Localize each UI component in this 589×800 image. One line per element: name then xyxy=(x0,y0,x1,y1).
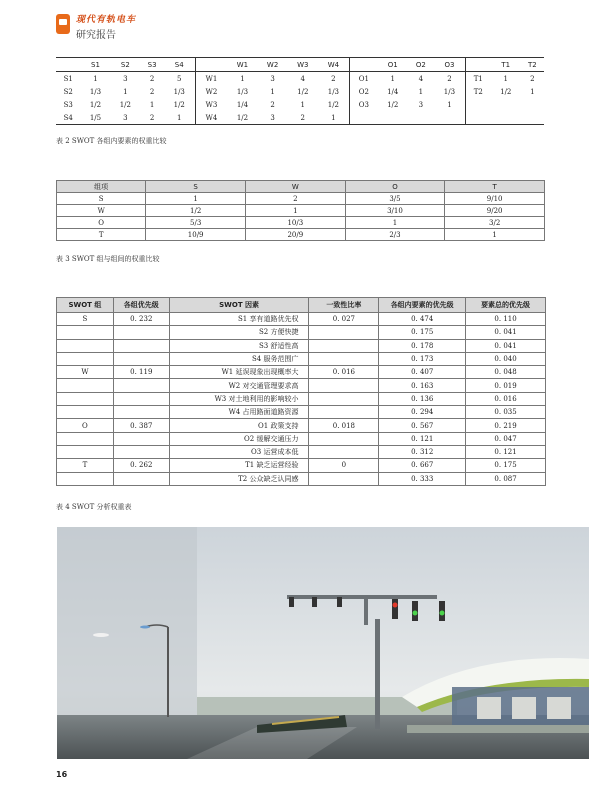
table-cell: T2 公众缺乏认同感 xyxy=(169,472,309,485)
table-cell: 9/10 xyxy=(445,193,545,205)
table-cell-empty xyxy=(521,111,544,125)
table-cell: 1/2 xyxy=(297,87,309,96)
table-header-cell: 一致性比率 xyxy=(309,298,379,313)
table-row-label: S3 xyxy=(63,100,73,109)
table-cell xyxy=(113,352,169,365)
table-cell: 1 xyxy=(331,113,336,122)
table-cell: 2/3 xyxy=(345,229,445,241)
table-header-cell: W xyxy=(245,181,345,193)
table-row xyxy=(57,379,546,392)
table-cell: 1/2 xyxy=(500,87,512,96)
table-cell: 3 xyxy=(270,113,275,122)
table-header-cell: O3 xyxy=(434,58,465,72)
table-cell xyxy=(57,406,114,419)
table-cell xyxy=(113,472,169,485)
table-cell-empty xyxy=(521,98,544,111)
table-header-cell: S1 xyxy=(81,58,111,72)
table-cell: 10/3 xyxy=(245,217,345,229)
table-cell: 0. 019 xyxy=(466,379,546,392)
table-cell: 2 xyxy=(530,74,535,83)
table-cell xyxy=(113,339,169,352)
table-cell xyxy=(57,392,114,405)
table-cell xyxy=(309,392,379,405)
table-cell: 1/4 xyxy=(236,100,249,109)
table-cell: 1/3 xyxy=(443,87,456,96)
table-cell: 0. 121 xyxy=(466,445,546,458)
table-cell: 3 xyxy=(123,113,128,122)
table-cell: 2 xyxy=(149,74,155,83)
table-cell: 1/3 xyxy=(173,87,185,96)
table-cell xyxy=(57,352,114,365)
table-cell xyxy=(309,339,379,352)
table-cell-empty xyxy=(349,111,377,125)
table-group-weights xyxy=(56,57,544,125)
table-row xyxy=(57,193,545,205)
table-row xyxy=(57,352,546,365)
table-cell: W3 对土地利用的影响较小 xyxy=(169,392,309,405)
table-cell: 1 xyxy=(530,87,535,96)
table-row-label: T2 xyxy=(465,85,491,98)
table-header-cell: 要素总的优先级 xyxy=(466,298,546,313)
table-cell: 0. 219 xyxy=(466,419,546,432)
table-cell: O1 政策支持 xyxy=(169,419,309,432)
table-cell: W xyxy=(57,205,146,217)
table-cell: 4 xyxy=(300,74,306,83)
table-cell: 1/2 xyxy=(236,113,249,122)
section-title: 研究报告 xyxy=(76,30,116,41)
table-cell: 1 xyxy=(418,87,424,96)
table-cell: 0. 163 xyxy=(379,379,466,392)
table-cell: 1/4 xyxy=(387,87,399,96)
table-row xyxy=(57,326,546,339)
table-header-cell xyxy=(465,58,491,72)
table-cell: 0. 667 xyxy=(379,459,466,472)
table-header-cell: 各组内要素的优先级 xyxy=(379,298,466,313)
table-header-cell: SWOT 组 xyxy=(57,298,114,313)
table-header-cell: O1 xyxy=(378,58,408,72)
table-cell: 0. 016 xyxy=(466,392,546,405)
table-cell: 0. 041 xyxy=(466,339,546,352)
table-cell: O xyxy=(57,217,146,229)
table-cell: 0. 333 xyxy=(379,472,466,485)
table-cell xyxy=(113,432,169,445)
table-row xyxy=(57,313,546,326)
table-cell: 10/9 xyxy=(146,229,246,241)
tram-station-photo xyxy=(57,527,589,759)
table-row xyxy=(57,392,546,405)
table-cell: O xyxy=(57,419,114,432)
table-cell xyxy=(57,339,114,352)
table-cell xyxy=(113,406,169,419)
table-row-label: W2 xyxy=(195,85,227,98)
table-cell: 0. 040 xyxy=(466,352,546,365)
table-cell: 1 xyxy=(146,193,246,205)
page-header xyxy=(56,10,536,44)
table-cell-empty xyxy=(378,111,408,125)
table-cell: 0. 232 xyxy=(113,313,169,326)
table-cell: 5 xyxy=(177,74,182,83)
table-cell: 1/3 xyxy=(327,87,339,96)
table-cell: 0. 173 xyxy=(379,352,466,365)
table-cell xyxy=(309,406,379,419)
table-cell: O2 缓解交通压力 xyxy=(169,432,309,445)
table-cell: W xyxy=(57,366,114,379)
table-header-cell: O xyxy=(345,181,445,193)
table-cell: 3/2 xyxy=(445,217,545,229)
table4-caption: 表 4 SWOT 分析权重表 xyxy=(56,503,132,511)
table-row-label: S1 xyxy=(63,74,73,83)
table-cell: 2 xyxy=(149,113,155,122)
tram-logo-icon xyxy=(56,14,70,34)
table-header-cell xyxy=(195,58,227,72)
table-cell: 1 xyxy=(345,217,445,229)
table-cell: 0 xyxy=(309,459,379,472)
table-cell: 0. 119 xyxy=(113,366,169,379)
table-cell: 1 xyxy=(93,74,98,83)
table-row xyxy=(57,366,546,379)
table-cell: 1/2 xyxy=(119,100,131,109)
table-row-label: O1 xyxy=(349,72,377,86)
table-cell: 0. 041 xyxy=(466,326,546,339)
table-cell: W4 占用路面道路资源 xyxy=(169,406,309,419)
table-header-cell xyxy=(56,58,81,72)
table-row-label: O3 xyxy=(349,98,377,111)
table-cell-empty xyxy=(491,111,521,125)
table-cell: 1 xyxy=(149,100,155,109)
table-cell: 2 xyxy=(300,113,306,122)
table-cell: 1/3 xyxy=(236,87,249,96)
table-row xyxy=(57,205,545,217)
table-header-cell xyxy=(349,58,377,72)
table-cell: 3 xyxy=(270,74,275,83)
table-cell: S3 舒适性高 xyxy=(169,339,309,352)
table-row-label: W3 xyxy=(195,98,227,111)
table-cell xyxy=(113,379,169,392)
table-cell-empty xyxy=(434,111,465,125)
table-header-cell: 各组优先级 xyxy=(113,298,169,313)
table-cell: 0. 048 xyxy=(466,366,546,379)
table-cell: 0. 312 xyxy=(379,445,466,458)
table-row-label: W4 xyxy=(195,111,227,125)
table-cell: 1/5 xyxy=(89,113,102,122)
table-cell: 1 xyxy=(123,87,128,96)
table-cell: 3/5 xyxy=(345,193,445,205)
page-number: 16 xyxy=(56,770,68,779)
table-cell: 0. 087 xyxy=(466,472,546,485)
table-cell: 2 xyxy=(245,193,345,205)
table-cell: 1 xyxy=(390,74,395,83)
table-cell: W1 延误现象出现概率大 xyxy=(169,366,309,379)
table-cell: 20/9 xyxy=(245,229,345,241)
table-cell-empty xyxy=(491,98,521,111)
table-row xyxy=(56,72,544,86)
table-cell-empty xyxy=(465,111,491,125)
table-cell: 1/2 xyxy=(327,100,339,109)
table-row xyxy=(56,85,544,98)
table-row xyxy=(57,406,546,419)
table-cell: 1/2 xyxy=(89,100,102,109)
table-header-cell: O2 xyxy=(408,58,434,72)
table-cell: 0. 027 xyxy=(309,313,379,326)
table-cell: S4 服务范围广 xyxy=(169,352,309,365)
table-row xyxy=(57,459,546,472)
table-header-cell: W2 xyxy=(258,58,288,72)
table-header-cell: T2 xyxy=(521,58,544,72)
table-cell: 0. 047 xyxy=(466,432,546,445)
table2-caption: 表 2 SWOT 各组内要素的权重比较 xyxy=(56,137,167,145)
table-cell xyxy=(309,326,379,339)
table-cell: 1 xyxy=(300,100,306,109)
table-row-label: S2 xyxy=(63,87,73,96)
table-cell: 0. 136 xyxy=(379,392,466,405)
table-cell: T1 缺乏运营经验 xyxy=(169,459,309,472)
table-header-cell: SWOT 因素 xyxy=(169,298,309,313)
table-header-cell: 组项 xyxy=(57,181,146,193)
table-cell: 1/3 xyxy=(89,87,102,96)
table-cell: T xyxy=(57,459,114,472)
table-cell-empty xyxy=(465,98,491,111)
table-cell: 4 xyxy=(418,74,424,83)
table-cell: 3 xyxy=(418,100,424,109)
table-row xyxy=(57,217,545,229)
table-cell: S2 方便快捷 xyxy=(169,326,309,339)
table-cell: 3 xyxy=(123,74,128,83)
table-cell: 0. 175 xyxy=(466,459,546,472)
table-row-label: T1 xyxy=(465,72,491,86)
table-row xyxy=(57,472,546,485)
table-cell xyxy=(57,379,114,392)
table-cell xyxy=(309,445,379,458)
table-row xyxy=(57,339,546,352)
table-row-label: O2 xyxy=(349,85,377,98)
table-cell xyxy=(57,326,114,339)
table-cell: 5/3 xyxy=(146,217,246,229)
table-cell: 0. 016 xyxy=(309,366,379,379)
table-row xyxy=(57,229,545,241)
table-cell xyxy=(309,379,379,392)
table-cell: 2 xyxy=(149,87,155,96)
table-cell: 0. 474 xyxy=(379,313,466,326)
table-cell: 1/2 xyxy=(173,100,185,109)
table-cell xyxy=(113,445,169,458)
table-cell: 1 xyxy=(245,205,345,217)
table-cell: 2 xyxy=(331,74,336,83)
table-cell xyxy=(113,392,169,405)
table-cell: S xyxy=(57,193,146,205)
table-cell: S1 享有道路优先权 xyxy=(169,313,309,326)
table-cell: 1 xyxy=(503,74,508,83)
table-cell: 0. 035 xyxy=(466,406,546,419)
table-row xyxy=(57,445,546,458)
table-cell: 1/2 xyxy=(387,100,399,109)
table-header-cell: W4 xyxy=(318,58,350,72)
table-cell: 0. 110 xyxy=(466,313,546,326)
table-row xyxy=(56,111,544,125)
table-row xyxy=(57,419,546,432)
table-header-cell: S2 xyxy=(110,58,140,72)
table3-caption: 表 3 SWOT 组与组间的权重比较 xyxy=(56,255,160,263)
table-cell xyxy=(57,432,114,445)
table-cell: 0. 018 xyxy=(309,419,379,432)
table-cell: 1 xyxy=(270,87,275,96)
table-header-cell: T1 xyxy=(491,58,521,72)
table-swot-weights xyxy=(56,297,546,486)
table-cell: 0. 407 xyxy=(379,366,466,379)
table-cell: 0. 567 xyxy=(379,419,466,432)
table-header-cell: S4 xyxy=(164,58,195,72)
table-inter-group-weights xyxy=(56,180,545,241)
table-cell: T xyxy=(57,229,146,241)
table-header-cell: W3 xyxy=(288,58,318,72)
table-cell: O3 运营成本低 xyxy=(169,445,309,458)
table-row-label: W1 xyxy=(195,72,227,86)
table-cell xyxy=(113,326,169,339)
table-row xyxy=(56,98,544,111)
table-cell xyxy=(309,472,379,485)
table-cell: 0. 294 xyxy=(379,406,466,419)
table-cell: 1 xyxy=(447,100,452,109)
table-header-cell: S xyxy=(146,181,246,193)
table-cell: 3/10 xyxy=(345,205,445,217)
table-cell xyxy=(309,432,379,445)
table-cell xyxy=(57,445,114,458)
table-cell: 0. 262 xyxy=(113,459,169,472)
table-cell: 0. 387 xyxy=(113,419,169,432)
table-row xyxy=(57,432,546,445)
table-cell: 2 xyxy=(270,100,275,109)
table-cell: 1 xyxy=(177,113,182,122)
table-cell-empty xyxy=(408,111,434,125)
table-cell: S xyxy=(57,313,114,326)
table-cell: 0. 175 xyxy=(379,326,466,339)
table-cell: 1 xyxy=(445,229,545,241)
brand-title: 现代有轨电车 xyxy=(76,15,137,25)
table-cell: 1/2 xyxy=(146,205,246,217)
table-cell: 1 xyxy=(240,74,245,83)
table-cell: 2 xyxy=(447,74,452,83)
table-cell: W2 对交通管理要求高 xyxy=(169,379,309,392)
table-header-cell: W1 xyxy=(227,58,257,72)
table-cell xyxy=(309,352,379,365)
table-cell: 0. 178 xyxy=(379,339,466,352)
table-cell: 9/20 xyxy=(445,205,545,217)
table-header-cell: S3 xyxy=(140,58,164,72)
table-cell: 0. 121 xyxy=(379,432,466,445)
table-row-label: S4 xyxy=(63,113,73,122)
table-cell xyxy=(57,472,114,485)
table-header-cell: T xyxy=(445,181,545,193)
